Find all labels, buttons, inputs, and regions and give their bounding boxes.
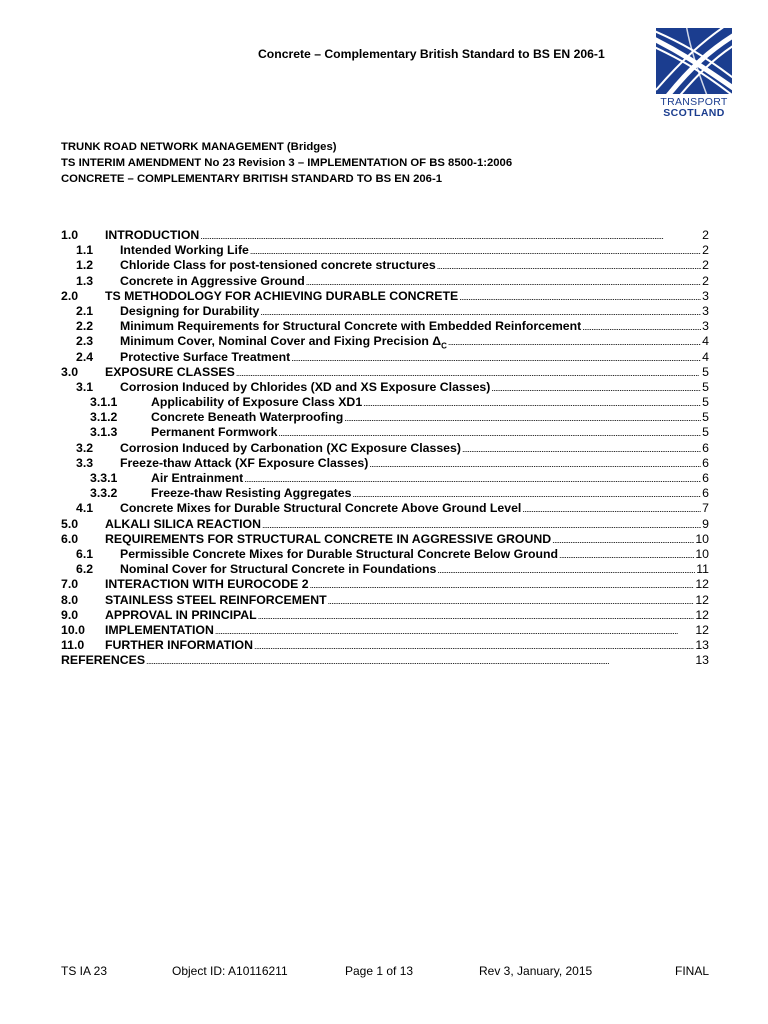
toc-entry-title: REQUIREMENTS FOR STRUCTURAL CONCRETE IN AGGRESSIVE GROUND	[105, 531, 552, 546]
toc-entry-page: 11	[696, 562, 709, 577]
toc-dot-leader	[258, 608, 695, 622]
toc-entry[interactable]	[61, 623, 709, 638]
toc-entry-page: 12	[695, 622, 709, 637]
toc-entry-page: 2	[702, 243, 709, 258]
document-heading	[61, 139, 512, 187]
toc-entry-page: 3	[702, 303, 709, 318]
toc-dot-leader	[437, 258, 701, 272]
saltire-road-icon	[656, 28, 732, 94]
toc-dot-leader	[200, 228, 701, 242]
toc-entry-title: Permissible Concrete Mixes for Durable Structural Concrete Below Ground	[120, 546, 559, 561]
toc-dot-leader	[344, 410, 701, 424]
heading-line: TRUNK ROAD NETWORK MANAGEMENT (Bridges)	[61, 141, 337, 153]
toc-entry-title: Corrosion Induced by Chlorides (XD and XS Exposure Classes)	[120, 379, 491, 394]
toc-entry-number: 10.0	[61, 622, 85, 637]
toc-entry-number: 6.2	[76, 562, 94, 577]
toc-entry[interactable]	[61, 243, 709, 258]
toc-entry-number: 3.1.1	[90, 395, 118, 410]
toc-dot-leader	[306, 274, 701, 288]
toc-entry[interactable]	[61, 380, 709, 395]
toc-entry-title: INTERACTION WITH EUROCODE 2	[105, 577, 309, 592]
toc-dot-leader	[448, 334, 701, 348]
toc-dot-leader	[278, 425, 701, 439]
toc-entry[interactable]	[61, 562, 709, 577]
toc-entry-number: 2.2	[76, 319, 94, 334]
toc-entry[interactable]	[61, 608, 709, 623]
toc-entry-title: Applicability of Exposure Class XD1	[151, 395, 363, 410]
toc-entry[interactable]	[61, 304, 709, 319]
toc-entry-number: 3.3	[76, 455, 94, 470]
toc-dot-leader	[522, 501, 701, 515]
toc-entry-title: Minimum Cover, Nominal Cover and Fixing Precision $\Delta_C$	[120, 334, 447, 351]
toc-entry-page: 12	[695, 607, 709, 622]
toc-entry-number: 3.1	[76, 379, 94, 394]
toc-dot-leader	[260, 304, 701, 318]
toc-entry-title: Nominal Cover for Structural Concrete in Foundations	[120, 562, 437, 577]
toc-entry-title: STAINLESS STEEL REINFORCEMENT	[105, 592, 327, 607]
toc-entry-page: 5	[702, 395, 709, 410]
toc-entry-title: Protective Surface Treatment	[120, 349, 291, 364]
transport-scotland-logo	[656, 28, 732, 123]
toc-entry[interactable]	[61, 577, 709, 592]
toc-entry-page: 10	[695, 531, 709, 546]
toc-entry[interactable]	[61, 319, 709, 334]
toc-dot-leader	[363, 395, 701, 409]
toc-dot-leader	[291, 350, 701, 364]
footer-object-id: Object ID: A10116211	[172, 964, 288, 978]
toc-entry-number: 2.1	[76, 303, 94, 318]
toc-entry-number: 1.1	[76, 243, 94, 258]
toc-entry[interactable]	[61, 501, 709, 516]
toc-entry-title: Permanent Formwork	[151, 425, 278, 440]
logo-graphic	[656, 28, 732, 94]
toc-entry[interactable]	[61, 395, 709, 410]
toc-entry-number: 6.1	[76, 546, 94, 561]
toc-entry[interactable]	[61, 228, 709, 243]
footer-status: FINAL	[674, 964, 709, 978]
toc-dot-leader	[250, 243, 701, 257]
header-title: Concrete – Complementary British Standard to BS EN 206-1	[258, 47, 605, 61]
heading-line: TS INTERIM AMENDMENT No 23 Revision 3 – IMPLEMENTATION OF BS 8500-1:2006	[61, 157, 513, 169]
heading-line: CONCRETE – COMPLEMENTARY BRITISH STANDARD TO BS EN 206-1	[61, 173, 442, 185]
toc-entry-number: 11.0	[61, 638, 85, 653]
toc-entry-number: 6.0	[61, 531, 79, 546]
toc-entry-number: 3.1.3	[90, 425, 118, 440]
toc-entry-title: EXPOSURE CLASSES	[105, 364, 235, 379]
toc-entry-page: 5	[702, 364, 709, 379]
toc-entry-number: 7.0	[61, 577, 79, 592]
toc-dot-leader	[254, 638, 694, 652]
toc-entry-number: 5.0	[61, 516, 79, 531]
toc-entry-title: ALKALI SILICA REACTION	[105, 516, 261, 531]
toc-entry[interactable]	[61, 410, 709, 425]
toc-entry[interactable]	[61, 547, 709, 562]
toc-entry-title: REFERENCES	[61, 653, 146, 668]
toc-dot-leader	[552, 532, 694, 546]
toc-dot-leader	[491, 380, 701, 394]
toc-entry-title: Concrete Beneath Waterproofing	[151, 410, 344, 425]
toc-entry[interactable]	[61, 532, 709, 547]
toc-entry-number: 8.0	[61, 592, 79, 607]
toc-entry-title: Chloride Class for post-tensioned concrete structures	[120, 258, 436, 273]
toc-entry-title: Concrete Mixes for Durable Structural Concrete Above Ground Level	[120, 501, 522, 516]
toc-entry-number: 3.2	[76, 440, 94, 455]
toc-entry-title: FURTHER INFORMATION	[105, 638, 254, 653]
toc-entry-number: 1.3	[76, 273, 94, 288]
toc-entry-page: 9	[702, 516, 709, 531]
toc-entry-page: 13	[695, 638, 709, 653]
toc-entry[interactable]	[61, 289, 709, 304]
toc-entry-number: 3.1.2	[90, 410, 118, 425]
toc-entry-number: 4.1	[76, 501, 94, 516]
toc-entry[interactable]	[61, 456, 709, 471]
toc-dot-leader	[146, 653, 694, 667]
toc-entry-page: 12	[695, 592, 709, 607]
toc-entry-number: 3.3.2	[90, 486, 118, 501]
toc-entry-page: 2	[702, 258, 709, 273]
toc-entry[interactable]	[61, 258, 709, 273]
toc-entry-page: 4	[702, 334, 709, 349]
toc-entry-number: 1.2	[76, 258, 94, 273]
toc-entry-page: 6	[702, 486, 709, 501]
logo-text-scotland: SCOTLAND	[663, 107, 725, 119]
toc-entry-number: 2.4	[76, 349, 94, 364]
toc-entry[interactable]	[61, 425, 709, 440]
toc-entry[interactable]	[61, 350, 709, 365]
toc-entry-page: 2	[702, 228, 709, 242]
toc-entry-number: 1.0	[61, 228, 79, 242]
toc-entry-page: 6	[702, 440, 709, 455]
toc-entry[interactable]	[61, 471, 709, 486]
toc-entry-title: Designing for Durability	[120, 303, 260, 318]
toc-entry-title: INTRODUCTION	[105, 228, 200, 242]
toc-entry[interactable]	[61, 653, 709, 668]
toc-dot-leader	[328, 593, 695, 607]
toc-entry-title: IMPLEMENTATION	[105, 622, 214, 637]
toc-entry-page: 6	[702, 471, 709, 485]
toc-entry-number: 9.0	[61, 607, 79, 622]
toc-entry-number: 3.0	[61, 364, 79, 379]
footer-doc-ref: TS IA 23	[61, 964, 108, 978]
toc-entry-number: 2.0	[61, 288, 79, 303]
toc-dot-leader	[459, 289, 701, 303]
toc-dot-leader	[462, 441, 701, 455]
toc-dot-leader	[559, 547, 694, 561]
toc-dot-leader	[352, 486, 701, 500]
toc-dot-leader	[437, 562, 695, 576]
toc-entry-title: Intended Working Life	[120, 243, 249, 258]
toc-entry-title: Concrete in Aggressive Ground	[120, 273, 305, 288]
toc-dot-leader	[582, 319, 701, 333]
toc-entry-page: 4	[702, 349, 709, 364]
toc-dot-leader	[310, 577, 695, 591]
toc-entry-number: 2.3	[76, 334, 94, 349]
toc-dot-leader	[215, 623, 694, 637]
toc-entry-title: Air Entrainment	[151, 471, 244, 485]
page-footer	[61, 964, 709, 980]
toc-entry-page: 12	[695, 577, 709, 592]
toc-entry-page: 5	[702, 425, 709, 440]
toc-entry-title: Freeze-thaw Resisting Aggregates	[151, 486, 352, 501]
toc-entry-page: 3	[702, 319, 709, 334]
toc-entry-title: Corrosion Induced by Carbonation (XC Exposure Classes)	[120, 440, 461, 455]
toc-entry-page: 2	[702, 273, 709, 288]
toc-entry-number: 3.3.1	[90, 471, 118, 485]
toc-dot-leader	[262, 517, 701, 531]
footer-page-number: Page 1 of 13	[345, 964, 414, 978]
toc-entry-page: 7	[702, 501, 709, 516]
footer-revision: Rev 3, January, 2015	[479, 964, 593, 978]
toc-entry-page: 5	[702, 410, 709, 425]
toc-entry-page: 10	[695, 546, 709, 561]
toc-entry[interactable]	[61, 274, 709, 289]
toc-entry-page: 6	[702, 455, 709, 470]
toc-entry-title: Freeze-thaw Attack (XF Exposure Classes)	[120, 455, 369, 470]
toc-entry[interactable]	[61, 334, 709, 349]
toc-entry[interactable]	[61, 365, 709, 380]
toc-entry[interactable]	[61, 441, 709, 456]
toc-entry[interactable]	[61, 638, 709, 653]
toc-entry-title: TS METHODOLOGY FOR ACHIEVING DURABLE CONCRETE	[105, 288, 459, 303]
toc-entry[interactable]	[61, 517, 709, 532]
toc-entry-title: APPROVAL IN PRINCIPAL	[105, 607, 257, 622]
logo-text-transport: TRANSPORT	[660, 96, 728, 108]
toc-dot-leader	[369, 456, 701, 470]
toc-entry[interactable]	[61, 593, 709, 608]
table-of-contents	[61, 228, 709, 668]
toc-entry[interactable]	[61, 486, 709, 501]
toc-entry-title: Minimum Requirements for Structural Concrete with Embedded Reinforcement	[120, 319, 582, 334]
toc-dot-leader	[236, 365, 701, 379]
toc-entry-page: 5	[702, 379, 709, 394]
toc-entry-page: 13	[695, 653, 709, 668]
toc-dot-leader	[244, 471, 701, 485]
toc-entry-page: 3	[702, 288, 709, 303]
